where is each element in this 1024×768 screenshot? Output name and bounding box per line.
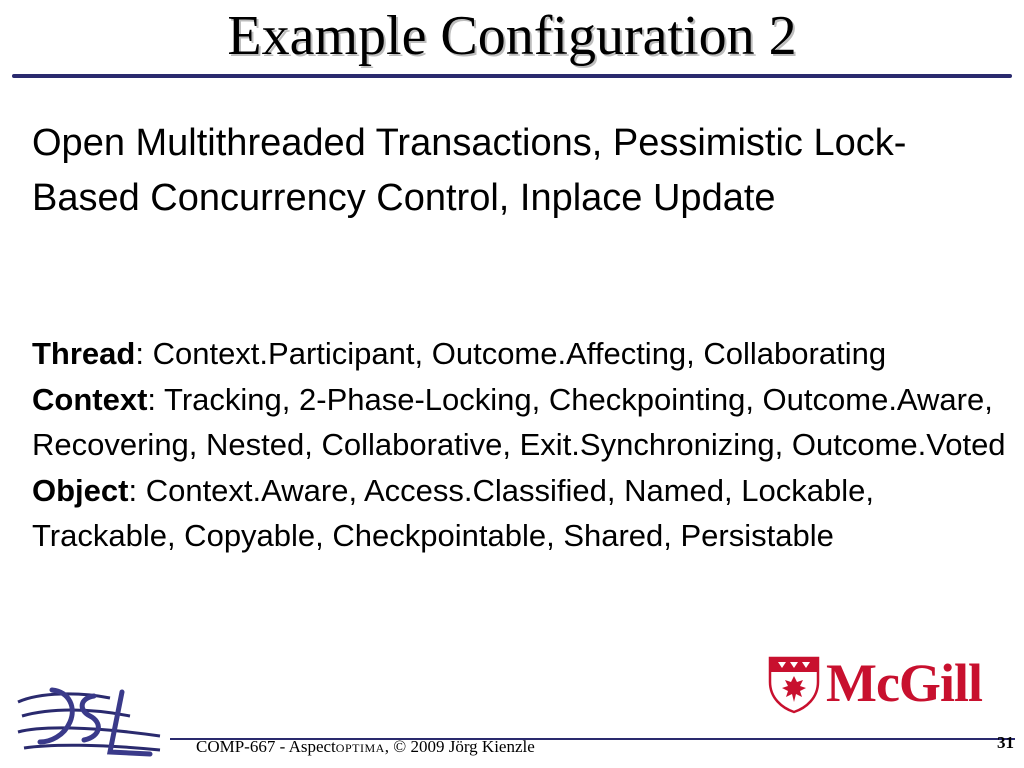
- text-context: : Tracking, 2-Phase-Locking, Checkpointing, Outcome.Aware, Recovering, Nested, Collaborative, Exit.Synchronizing, Outcome.Voted: [32, 381, 1006, 462]
- slide-heading: Open Multithreaded Transactions, Pessimistic Lock-Based Concurrency Control, Inplace Update: [32, 122, 907, 219]
- footer-prefix: COMP-667 - Aspect: [196, 737, 336, 756]
- text-object: : Context.Aware, Access.Classified, Named, Lockable, Trackable, Copyable, Checkpointable, Shared, Persistable: [32, 472, 874, 553]
- footer-suffix: , © 2009 Jörg Kienzle: [384, 737, 535, 756]
- mcgill-shield-icon: [768, 656, 820, 714]
- dsl-logo-icon: [10, 682, 170, 766]
- term-context: Context: [32, 381, 148, 417]
- slide-title: Example Configuration 2: [227, 5, 797, 67]
- footer-optima: OPTIMA: [335, 741, 385, 755]
- slide-body: [32, 331, 1007, 559]
- mcgill-logo-text: McGill: [826, 653, 982, 713]
- paragraph-object: [32, 468, 1007, 559]
- paragraph-thread: [32, 331, 1007, 377]
- page-number: 31: [997, 733, 1014, 752]
- text-thread: : Context.Participant, Outcome.Affecting, Collaborating: [135, 336, 887, 371]
- paragraph-context: [32, 377, 1007, 468]
- footer-text: [196, 736, 535, 759]
- title-underline: [12, 74, 1012, 78]
- term-thread: Thread: [32, 336, 136, 371]
- term-object: Object: [32, 472, 129, 508]
